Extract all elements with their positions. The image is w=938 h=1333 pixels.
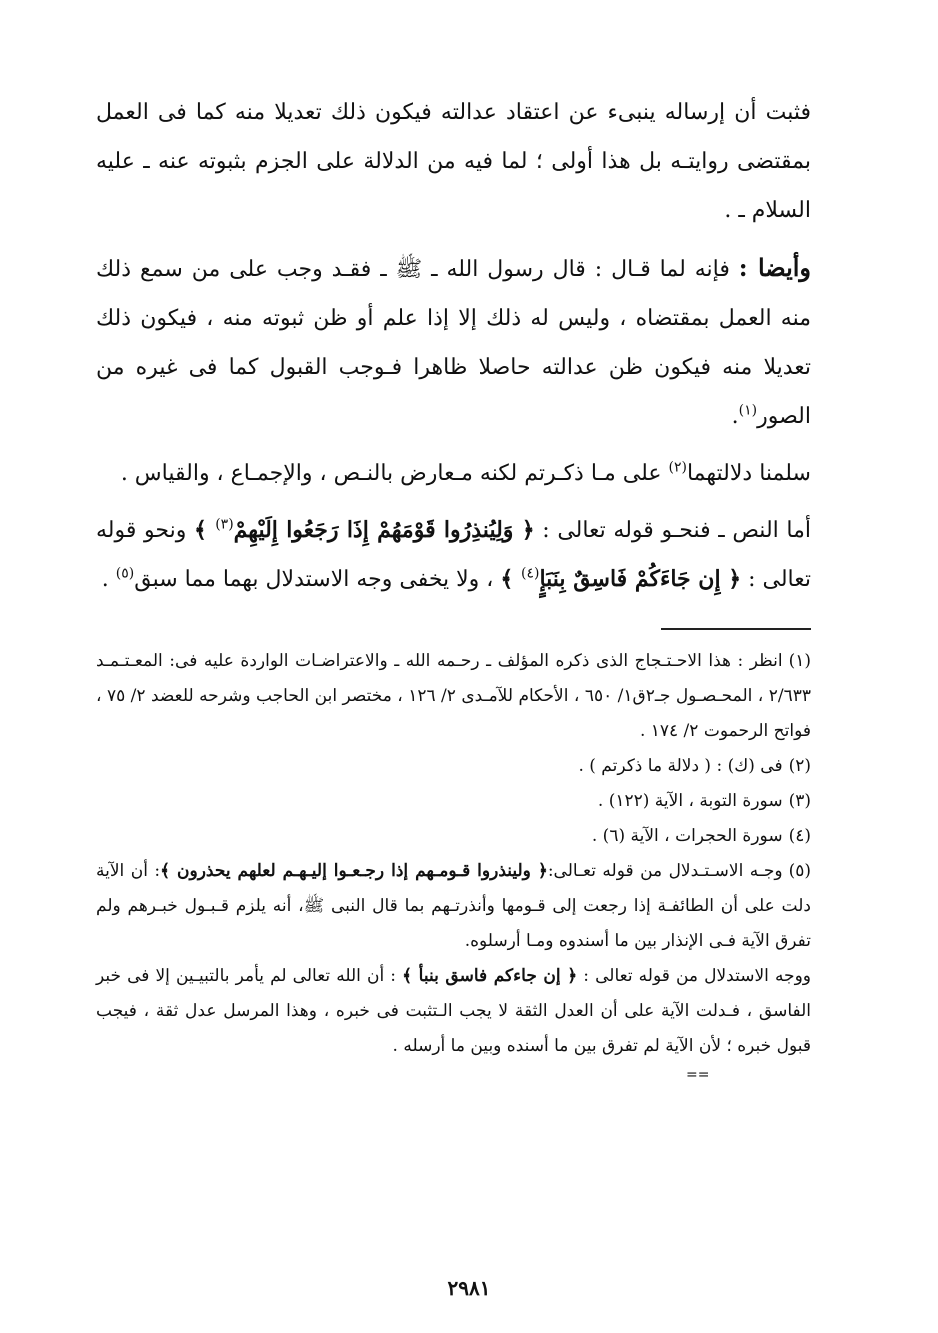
footnote-4 <box>96 819 811 854</box>
paragraph-1 <box>96 88 811 235</box>
main-text <box>96 88 811 604</box>
footnote-5-continuation <box>96 959 811 1064</box>
footnote-1-number: (١) <box>788 651 811 671</box>
footnote-3-number: (٣) <box>788 791 811 811</box>
footnote-5-verse-1: ﴿ ولينذروا قـومـهم إذا رجـعـوا إليـهـم لعلهم يحذرون ﴾ <box>160 861 548 881</box>
paragraph-4 <box>96 506 811 604</box>
continued-mark: == <box>686 1067 710 1083</box>
footnote-2 <box>96 749 811 784</box>
paragraph-3-text-a: سلمنا دلالتهما <box>686 461 811 486</box>
footnote-4-number: (٤) <box>788 826 811 846</box>
paragraph-4-text-b: ونحو قوله تعالى : <box>96 518 811 592</box>
book-page <box>96 88 811 1086</box>
paragraph-2-lead: وأيضا : <box>738 253 812 282</box>
footnote-ref-3: (٣) <box>215 516 234 533</box>
footnote-5-text-d: : أن الله تعالى لم يأمر بالتبيـين إلا فى خبر الفاسق ، فـدلت الآية على أن العدل الثقة لا يجب الـتثبت فى خبره ، وهذا المرسل عدل ثقة ، فيجب قبول خبره ؛ لأن الآية لم تفرق بين ما أسنده وبين ما أرسله . <box>96 966 811 1056</box>
footnote-2-number: (٢) <box>788 756 811 776</box>
footnote-2-text: فى (ك) : ( دلالة ما ذكرتم ) . <box>578 756 783 776</box>
footnote-ref-5: (٥) <box>115 565 135 582</box>
paragraph-3-text-b: على مـا ذكـرتم لكنه مـعارض بالنـص ، والإجمـاع ، والقياس . <box>120 461 669 486</box>
footnote-5 <box>96 854 811 959</box>
footnote-ref-4: (٤) <box>520 565 540 582</box>
quran-verse-2-close: ﴾ <box>500 566 521 592</box>
footnote-5-text-a: وجـه الاسـتـدلال من قوله تعـالى: <box>547 861 783 881</box>
footnote-ref-1: (١) <box>738 402 758 419</box>
footnote-5-number: (٥) <box>788 861 811 881</box>
footnotes <box>96 644 811 1086</box>
paragraph-1-text: فثبت أن إرساله ينبىء عن اعتقاد عدالته فيكون ذلك تعديلا منه كما فى العمل بمقتضى روايتـه بل هذا أولى ؛ لما فيه من الدلالة على الجزم بثبوته عنه ـ عليه السلام ـ . <box>96 100 811 223</box>
footnote-5-text-c: ووجه الاستدلال من قوله تعالى : <box>577 966 811 986</box>
quran-verse-2: ﴿ إِن جَاءَكُمْ فَاسِقٌ بِنَبَإٍ <box>539 566 742 592</box>
quran-verse-1-close: ﴾ <box>193 517 216 543</box>
paragraph-4-text-a: أما النص ـ فنحـو قوله تعالى : <box>534 518 811 543</box>
footnote-separator <box>661 628 811 630</box>
footnote-3 <box>96 784 811 819</box>
footnote-3-text: سورة التوبة ، الآية (١٢٢) . <box>597 791 783 811</box>
footnote-1 <box>96 644 811 749</box>
footnote-4-text: سورة الحجرات ، الآية (٦) . <box>591 826 783 846</box>
paragraph-2-end: . <box>731 404 739 429</box>
footnote-1-text: انظر : هذا الاحـتـجاج الذى ذكره المؤلف ـ رحـمه الله ـ والاعتراضـات الواردة عليه فى: المعـتـمـد ٢/٦٣٣ ، المحـصـول جـ٢ق١/ ٦٥٠ ، الأحكام للآمـدى ٢/ ١٢٦ ، مختصر ابن الحاجب وشرحه للعضد ٢/ ٧٥ ، فواتح الرحموت ٢/ ١٧٤ . <box>96 651 811 741</box>
footnote-5-verse-2: ﴿ إن جاءكم فاسق بنبأ ﴾ <box>402 966 578 986</box>
paragraph-2-text: فإنه لما قـال : قال رسول الله ـ ﷺ ـ فقـد وجب على من سمع ذلك منه العمل بمقتضاه ، وليس له ذلك إلا إذا علم أو ظن ثبوته منه ، فيكون ذلك تعديلا منه فيكون ظن عدالته حاصلا ظاهرا فـوجب القبول كما فى غيره من الصور <box>96 257 811 429</box>
paragraph-2 <box>96 243 811 441</box>
footnote-5-text-b: : أن الآية دلت على أن الطائفـة إذا رجعت إلى قـومها وأنذرتـهم بما قال النبى ﷺ، أنه يلزم قـبـول خبـرهم ولم تفرق الآية فـى الإنذار بين ما أسندوه ومـا أرسلوه. <box>96 861 811 951</box>
page-number: ٢٩٨١ <box>447 1276 491 1300</box>
footnote-ref-2: (٢) <box>668 459 687 476</box>
paragraph-3 <box>96 449 811 498</box>
quran-verse-1: ﴿ وَلِيُنذِرُوا قَوْمَهُمْ إِذَا رَجَعُوا إِلَيْهِمْ <box>233 517 535 543</box>
paragraph-4-text-c: ، ولا يخفى وجه الاستدلال بهما مما سبق <box>134 567 501 592</box>
paragraph-4-end: . <box>101 567 116 592</box>
